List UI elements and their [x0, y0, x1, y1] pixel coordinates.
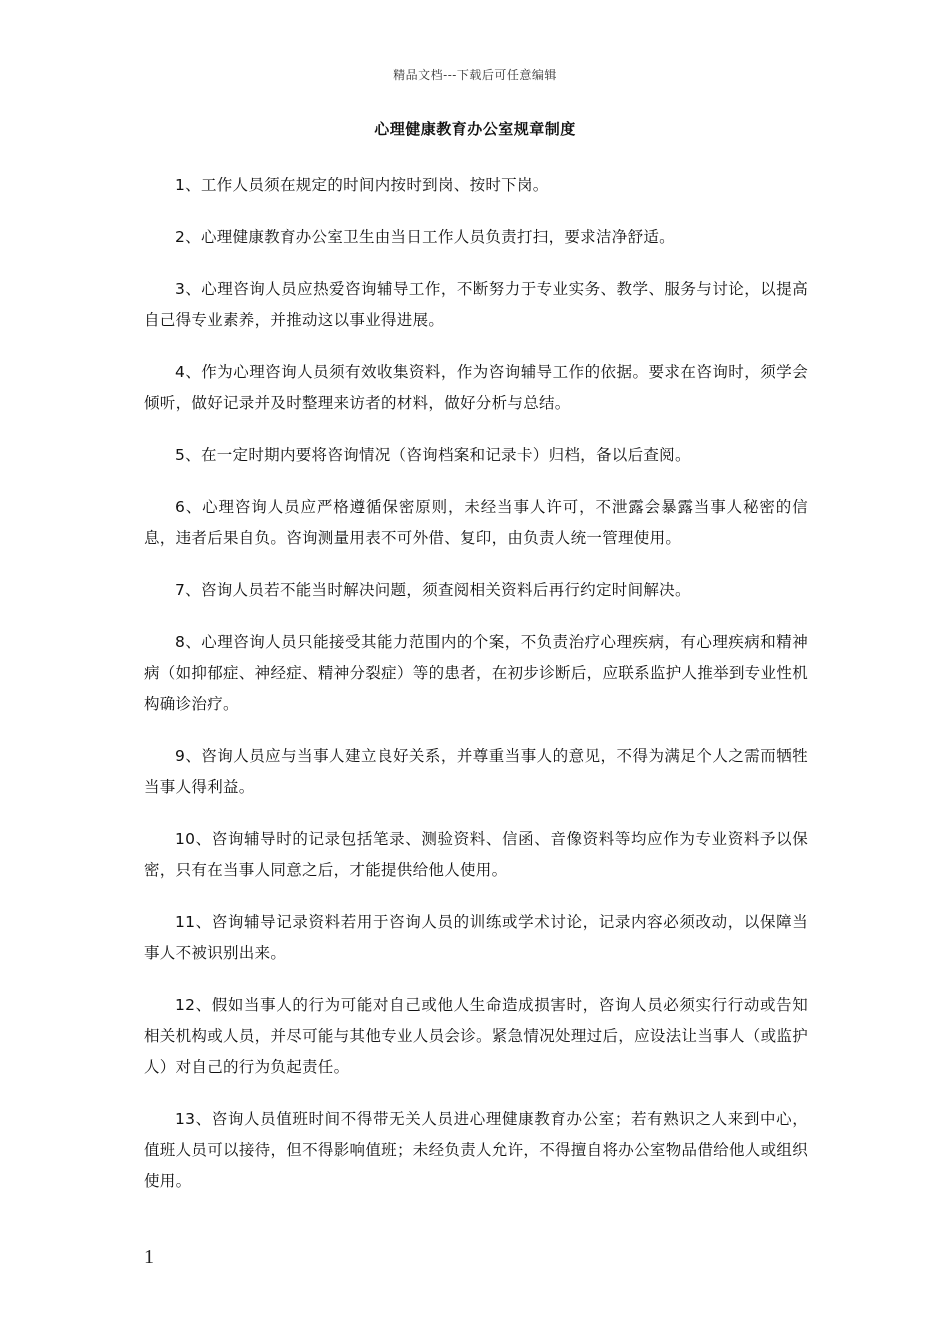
- rule-paragraph-2: 2、心理健康教育办公室卫生由当日工作人员负责打扫，要求洁净舒适。: [175, 228, 675, 246]
- document-body: [144, 170, 808, 1218]
- page-number: 1: [144, 1246, 154, 1268]
- rule-paragraph-10: 10、咨询辅导时的记录包括笔录、测验资料、信函、音像资料等均应作为专业资料予以保密，只有在当事人同意之后，才能提供给他人使用。: [144, 830, 808, 879]
- rule-paragraph-11: 11、咨询辅导记录资料若用于咨询人员的训练或学术讨论，记录内容必须改动，以保障当事人不被识别出来。: [144, 913, 808, 962]
- rule-paragraph-12: 12、假如当事人的行为可能对自己或他人生命造成损害时，咨询人员必须实行行动或告知相关机构或人员，并尽可能与其他专业人员会诊。紧急情况处理过后，应设法让当事人（或监护人）对自己的行为负起责任。: [144, 996, 808, 1076]
- rule-paragraph-7: 7、咨询人员若不能当时解决问题，须查阅相关资料后再行约定时间解决。: [175, 581, 691, 599]
- document-title: 心理健康教育办公室规章制度: [374, 120, 576, 138]
- rule-paragraph-5: 5、在一定时期内要将咨询情况（咨询档案和记录卡）归档，备以后查阅。: [175, 446, 691, 464]
- rule-paragraph-4: 4、作为心理咨询人员须有效收集资料，作为咨询辅导工作的依据。要求在咨询时，须学会倾听，做好记录并及时整理来访者的材料，做好分析与总结。: [144, 363, 808, 412]
- page-header-note: 精品文档---下载后可任意编辑: [393, 68, 557, 82]
- rule-paragraph-6: 6、心理咨询人员应严格遵循保密原则，未经当事人许可，不泄露会暴露当事人秘密的信息，违者后果自负。咨询测量用表不可外借、复印，由负责人统一管理使用。: [144, 498, 808, 547]
- rule-paragraph-3: 3、心理咨询人员应热爱咨询辅导工作，不断努力于专业实务、教学、服务与讨论，以提高自己得专业素养，并推动这以事业得进展。: [144, 280, 808, 329]
- rule-paragraph-1: 1、工作人员须在规定的时间内按时到岗、按时下岗。: [175, 176, 549, 194]
- rule-paragraph-8: 8、心理咨询人员只能接受其能力范围内的个案，不负责治疗心理疾病，有心理疾病和精神病（如抑郁症、神经症、精神分裂症）等的患者，在初步诊断后，应联系监护人推举到专业性机构确诊治疗。: [144, 633, 808, 713]
- rule-paragraph-9: 9、咨询人员应与当事人建立良好关系，并尊重当事人的意见，不得为满足个人之需而牺牲当事人得利益。: [144, 747, 808, 796]
- rule-paragraph-13: 13、咨询人员值班时间不得带无关人员进心理健康教育办公室；若有熟识之人来到中心，值班人员可以接待，但不得影响值班；未经负责人允许，不得擅自将办公室物品借给他人或组织使用。: [144, 1110, 808, 1190]
